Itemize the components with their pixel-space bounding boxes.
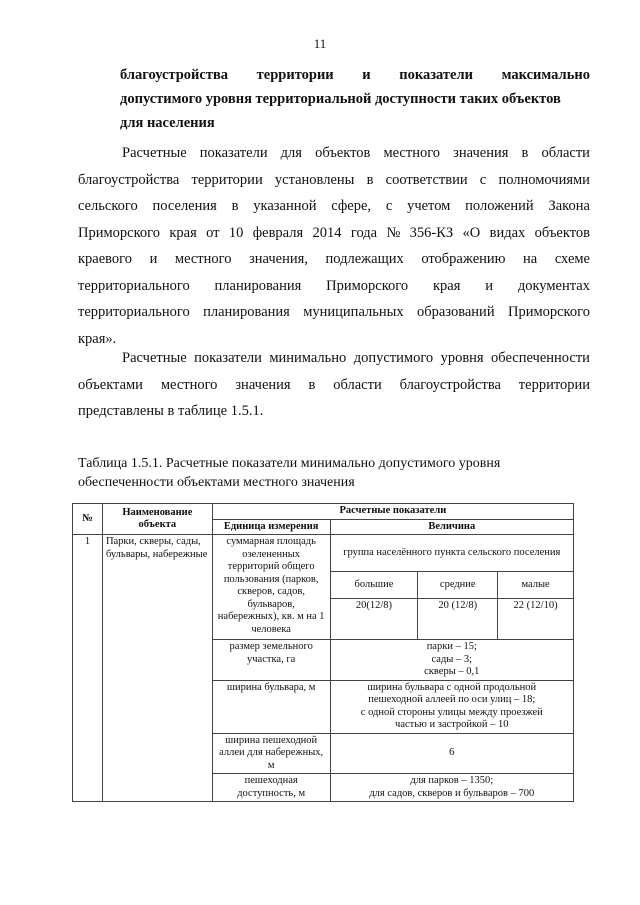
word: показатели [199,145,268,161]
text-line [78,140,590,167]
word: Приморского [78,224,160,241]
word: значения [453,145,509,161]
word: объектами [78,376,143,393]
caption-line-1: Таблица 1.5.1. Расчетные показатели минимально допустимого уровня [78,456,501,471]
word: и [485,277,493,294]
word: поселения [152,198,217,214]
word: образований [417,304,495,320]
word: Приморского [507,304,590,320]
word: и [362,67,371,83]
word: в [308,376,316,393]
group-small: малые [498,572,574,599]
word: указанной [253,198,317,214]
word: видах [489,224,526,241]
table-header-row [73,504,574,520]
unit-green-area: суммарная площадь озелененных территорий общего пользования (парков, скверов, садов, бульваров, набережных), кв. м на 1 человека [212,535,330,640]
header-object-name: Наименование объекта [102,504,212,535]
word: допустимого [353,350,434,366]
word: территории [191,171,263,188]
word: допустимого уровня территориальной доступности таких объектов [120,91,561,107]
word: муниципальных [303,304,404,320]
paragraph-2 [78,345,590,425]
word: значения [235,376,291,393]
word: на [523,251,538,267]
word: местного [383,145,441,161]
word: сфере, [331,198,372,214]
value-line: ширина бульвара с одной продольной [367,681,537,693]
word: объектов [315,145,371,161]
word: максимально [501,67,590,83]
value-plot-size [330,640,573,681]
word: сельского [78,198,138,214]
word: показатели [399,67,473,83]
word: «О [462,224,481,241]
paragraph-1 [78,140,590,352]
value-line: парки – 15; [426,641,477,652]
word: в [366,171,374,188]
word: области [541,145,590,161]
text-line [78,193,590,220]
header-value: Величина [330,519,573,535]
word: Приморского [326,277,409,294]
word: и [149,251,158,267]
value-line: сады – 3; [431,653,473,665]
header-number: № [73,504,103,535]
object-name: Парки, скверы, сады, бульвары, набережные [102,535,212,802]
unit-walking-distance: пешеходная доступность, м [212,774,330,802]
table-caption [78,454,590,492]
word: положений [465,198,534,214]
text-line [78,273,590,300]
unit-boulevard-width: ширина бульвара, м [212,680,330,733]
value-line: для парков – 1350; [410,775,494,786]
text-line [78,299,590,326]
value-walking-distance [330,774,573,802]
group-large: большие [330,572,418,599]
word: схеме [554,251,590,267]
header-unit: Единица измерения [212,519,330,535]
group-medium: средние [418,572,498,599]
text-line [78,372,590,399]
word: края [432,277,461,294]
word: № [386,224,401,241]
caption-line-2: обеспеченности объектами местного значения [78,475,355,490]
word: планирования [214,277,302,294]
word: подлежащих [325,251,404,267]
text-line [78,167,590,194]
text-line [78,345,590,372]
word: благоустройства [78,171,180,188]
unit-alley-width: ширина пешеходной аллеи для набережных, м [212,733,330,774]
word: края». [78,330,117,347]
word: для населения [120,115,215,131]
word: полномочиями [498,171,590,188]
section-heading [120,63,590,135]
page-number: 11 [313,36,327,51]
word: учетом [407,198,451,214]
word: местного [174,251,232,267]
word: Закона [548,198,590,214]
word: планирования [203,304,290,320]
unit-plot-size: размер земельного участка, га [212,640,330,681]
text-line [78,246,590,273]
word: краевого [78,251,132,267]
word: области [333,376,382,393]
header-indicators: Расчетные показатели [212,504,573,520]
value-line: пешеходной аллеей по оси улиц – 18; [368,694,536,705]
indicators-table [72,503,574,802]
word: минимально [269,350,347,366]
word: края [169,224,197,241]
text-line [78,220,590,247]
word: территориального [78,304,190,320]
word: показатели [194,350,262,366]
word: территориального [78,277,190,294]
text-line [120,87,590,111]
word: с [385,198,393,214]
table-row [73,535,574,572]
text-line [78,398,590,425]
value-line: с одной стороны улицы между проезжей [360,706,543,718]
row-number: 1 [73,535,103,802]
word: документах [517,277,590,294]
word: представлены в таблице 1.5.1. [78,403,264,419]
word: Расчетные [122,350,187,366]
word: значения, [249,251,308,267]
text-line [120,63,590,87]
word: отображению [421,251,506,267]
word: благоустройства [120,67,229,83]
word: 10 [228,224,244,241]
value-boulevard-width [330,680,573,733]
word: в [521,145,529,161]
word: в [231,198,239,214]
word: 2014 [312,224,342,241]
value-large: 20(12/8) [330,599,418,640]
word: благоустройства [399,376,501,393]
word: установлены [274,171,355,188]
word: февраля [252,224,304,241]
word: территории [256,67,334,83]
word: Расчетные [122,145,187,161]
value-line: скверы – 0,1 [424,666,480,677]
word: местного [160,376,218,393]
word: года [350,224,378,241]
word: уровня [440,350,484,366]
word: территории [518,376,590,393]
value-medium: 20 (12/8) [418,599,498,640]
value-small: 22 (12/10) [498,599,574,640]
word: от [206,224,220,241]
value-line: частью и застройкой – 10 [395,719,509,730]
word: обеспеченности [491,350,590,366]
value-alley-width: 6 [330,733,573,774]
value-line: для садов, скверов и бульваров – 700 [369,787,535,799]
word: для [280,145,302,161]
settlement-group: группа населённого пункта сельского поселения [330,535,573,572]
word: 356-КЗ [409,224,454,241]
word: соответствии [385,171,468,188]
text-line [120,111,590,135]
word: объектов [534,224,590,241]
word: с [479,171,487,188]
